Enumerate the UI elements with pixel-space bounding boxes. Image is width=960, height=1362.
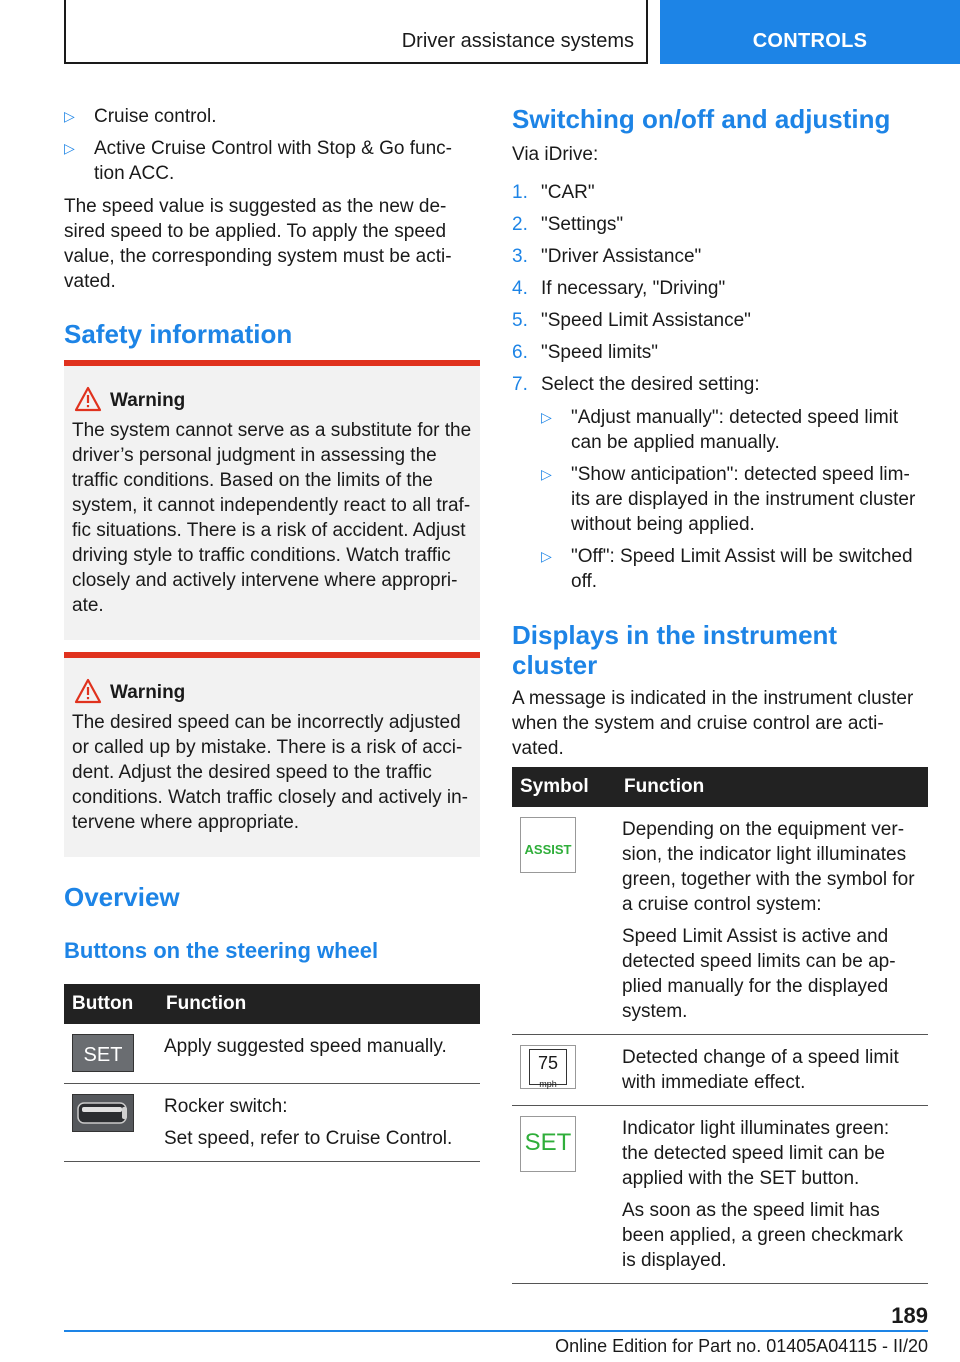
assist-indicator-icon: ASSIST — [520, 817, 576, 873]
speed-limit-sign-icon: 75 mph — [520, 1045, 576, 1089]
overview-heading: Overview — [64, 882, 180, 912]
table-row: Rocker switch: Set speed, refer to Cruise Control. — [64, 1083, 480, 1161]
warning-box — [64, 652, 480, 857]
footer-divider — [64, 1330, 928, 1332]
triangle-bullet-icon: ▷ — [64, 108, 75, 124]
header-tab-label: CONTROLS — [752, 30, 868, 52]
column-header: Function — [158, 984, 480, 1024]
warning-triangle-icon — [74, 678, 102, 704]
warning-text: The system cannot serve as a substitute for the driver’s personal judgment in assessing the traffic conditions. Based on the limits of the system, it cannot independently react to all traf- fic situations. There is a risk of accident. Adjust driving style to traffic conditions. Watch traffic closely and actively intervene where appropri- ate. — [72, 420, 472, 616]
header-tab — [660, 0, 960, 64]
symbols-table — [512, 767, 928, 1284]
warning-title: Warning — [110, 390, 186, 411]
table-header-row — [512, 767, 928, 807]
column-header: Button — [64, 984, 158, 1024]
triangle-bullet-icon: ▷ — [541, 466, 552, 482]
displays-heading: Displays in the instrument cluster — [512, 620, 838, 680]
table-row: ASSIST Depending on the equipment ver- sion, the indicator light illuminates green, together with the symbol for a cruise control system: Speed Limit Assist is active and detected speed limits can be ap- plied manually for the displayed system. — [512, 807, 928, 1035]
page-number: 189 — [891, 1303, 928, 1328]
via-text: Via iDrive: — [512, 144, 599, 165]
set-button-icon: SET — [72, 1034, 134, 1072]
table-row: SET Indicator light illuminates green: the detected speed limit can be applied with the SET button. As soon as the speed limit has been applied, a green checkmark is displayed. — [512, 1106, 928, 1284]
table-row: SET Apply suggested speed manually. — [64, 1024, 480, 1083]
warning-triangle-icon — [74, 386, 102, 412]
warning-text: The desired speed can be incorrectly adjusted or called up by mistake. There is a risk of acci- dent. Adjust the desired speed to the traffic conditions. Watch traffic closely and actively in- tervene where appropriate. — [72, 712, 469, 833]
table-header-row — [64, 984, 480, 1024]
footer-edition: Online Edition for Part no. 01405A04115 - II/20 — [555, 1336, 928, 1356]
switching-heading: Switching on/off and adjusting — [512, 104, 891, 134]
buttons-heading: Buttons on the steering wheel — [64, 938, 379, 963]
safety-heading: Safety information — [64, 319, 293, 349]
column-header: Function — [616, 767, 928, 807]
intro-paragraph: The speed value is suggested as the new de- sired speed to be applied. To apply the speed value, the corresponding system must be acti- vated. — [64, 196, 452, 292]
header-section-title: Driver assistance systems — [401, 30, 634, 52]
triangle-bullet-icon: ▷ — [541, 548, 552, 564]
triangle-bullet-icon: ▷ — [541, 409, 552, 425]
warning-title: Warning — [110, 682, 186, 703]
triangle-bullet-icon: ▷ — [64, 140, 75, 156]
set-indicator-icon: SET — [520, 1116, 576, 1172]
column-header: Symbol — [512, 767, 616, 807]
displays-paragraph: A message is indicated in the instrument cluster when the system and cruise control are acti- vated. — [512, 688, 914, 759]
buttons-table — [64, 984, 480, 1162]
warning-box — [64, 360, 480, 640]
header-section-box — [64, 0, 648, 64]
table-row: 75 mph Detected change of a speed limit with immediate effect. — [512, 1035, 928, 1106]
rocker-switch-icon — [72, 1094, 134, 1132]
